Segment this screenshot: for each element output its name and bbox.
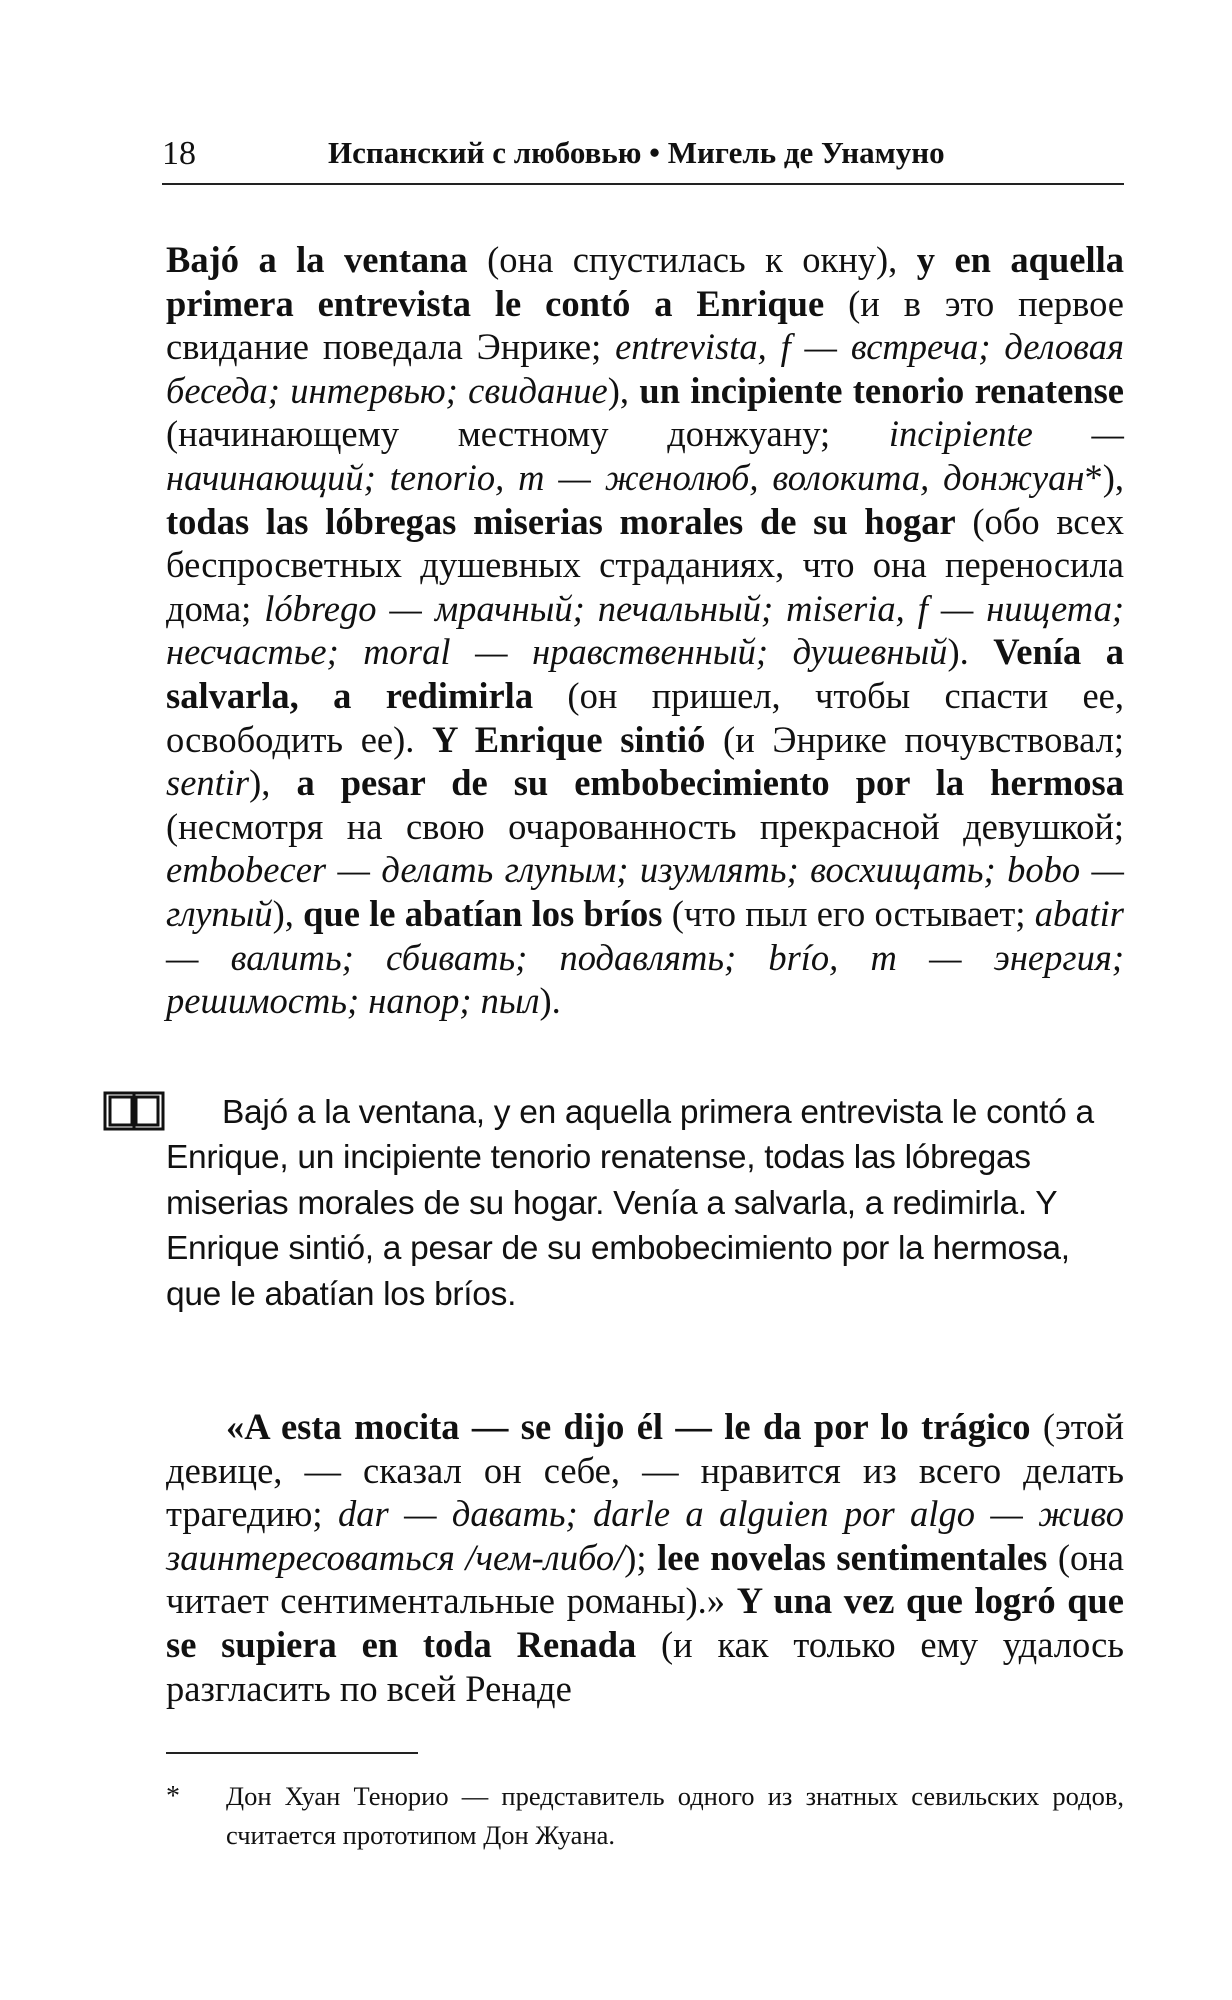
spanish-phrase: Venía a salvarla, a redimirla [166,631,1125,716]
translation-text: (этой девице, — сказал он себе, — нравится из всего делать трагедию; [166,1406,1124,1535]
gloss-note: sentir [166,762,250,804]
translation-text: *), [1084,456,1124,498]
annotated-paragraph-2 [166,1405,1124,1710]
gloss-note: lóbrego — мрачный; печальный; miseria, f — нищета; несчастье; moral — нравственный; душевный [166,587,1124,673]
translation-text: ), [607,369,640,411]
gloss-note: dar — давать; darle a alguien por algo — живо заинтересоваться /чем-либо/ [166,1493,1124,1578]
footnote-mark: * [166,1781,180,1812]
spanish-phrase: y en aquella primera entrevista le contó a Enrique [166,239,1124,324]
page-number: 18 [162,135,196,172]
spanish-phrase: todas las lóbregas miserias morales de su hogar [166,500,956,542]
gloss-note: entrevista, f — встреча; деловая беседа; интервью; свидание [166,326,1124,411]
spanish-phrase: que le abatían los bríos [303,892,663,934]
spanish-phrase: lee novelas sentimentales [657,1536,1048,1578]
translation-text: (она спустилась к окну), [467,239,917,280]
footnote-text: Дон Хуан Тенорио — представитель одного из знатных севильских родов, считается прототипом Дон Жуана. [226,1781,1124,1850]
spanish-phrase: un incipiente tenorio renatense [639,369,1124,411]
gloss-note: incipiente — начинающий; tenorio, m — женолюб, волокита, донжуан [166,413,1124,498]
translation-text: (он пришел, чтобы спасти ее, освободить ее). [166,674,1125,760]
translation-text: (обо всех беспросветных душевных страданиях, что она переносила дома; [166,500,1124,629]
translation-text: (начинающему местному донжуану; [166,413,889,455]
translation-text: (она читает сентиментальные романы).» [166,1536,1125,1622]
spanish-phrase: Y Enrique sintió [432,718,706,760]
spanish-phrase: Bajó a la ventana [166,239,468,280]
open-book-icon [102,1090,166,1132]
translation-text: (и Энрике почувствовал; [705,718,1124,760]
gloss-note: abatir — валить; сбивать; подавлять; brío, m — энергия; решимость; напор; пыл [166,892,1125,1022]
translation-text: (и в это первое свидание поведала Энрике; [166,282,1125,368]
spanish-phrase: Y una vez que logró que se supiera en toda Renada [166,1580,1124,1665]
translation-text: ); [624,1536,658,1578]
gloss-note: embobecer — делать глупым; изумлять; восхищать; bobo — глупый [166,849,1124,934]
translation-text: (и как только ему удалось разгласить по всей Ренаде [166,1623,1124,1709]
annotated-paragraph-1 [166,238,1124,1023]
translation-text: (несмотря на свою очарованность прекрасной девушкой; [166,805,1124,847]
translation-text: ). [539,980,561,1022]
spanish-phrase: a pesar de su embobecimiento por la hermosa [296,762,1124,804]
translation-text: ). [947,631,994,673]
translation-text: ), [272,892,304,934]
header-rule [162,183,1124,185]
running-title: Испанский с любовью • Мигель де Унамуно [328,135,945,170]
original-spanish-paragraph: Bajó a la ventana, y en aquella primera entrevista le contó a Enrique, un incipiente tenorio renatense, todas las lóbregas miserias morales de su hogar. Venía a salvarla, a redimirla. Y Enrique sintió, a pesar de su embobecimiento por la hermosa, que le abatían los bríos. [166,1094,1094,1313]
translation-text: ), [249,762,297,804]
translation-text: (что пыл его остывает; [662,892,1035,934]
footnote-rule [166,1752,418,1754]
footnote [166,1777,1124,1855]
running-head [162,130,1124,177]
spanish-phrase: «A esta mocita — se dijo él — le da por lo trágico [226,1406,1031,1447]
